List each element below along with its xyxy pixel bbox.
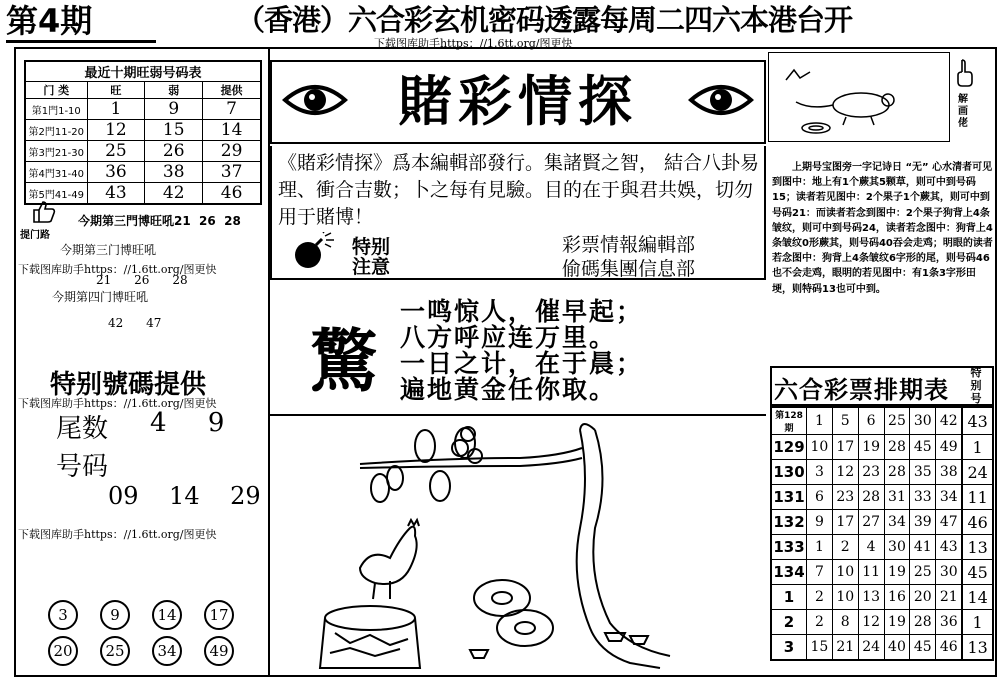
schedule-number: 2 [807, 585, 833, 610]
schedule-number: 28 [858, 485, 884, 510]
schedule-number: 34 [936, 485, 963, 510]
number-ball: 49 [204, 636, 234, 666]
freq-cell: 36 [87, 162, 145, 183]
freq-cell: 26 [145, 141, 203, 162]
attention-line-2: 注意 [352, 256, 391, 278]
schedule-row [771, 510, 993, 535]
schedule-period: 134 [771, 560, 807, 585]
tip-label: 提门路 [20, 230, 50, 241]
schedule-period: 132 [771, 510, 807, 535]
freq-cell: 15 [145, 120, 203, 141]
schedule-title-box [770, 366, 994, 406]
schedule-row [771, 560, 993, 585]
schedule-period: 131 [771, 485, 807, 510]
schedule-number: 30 [910, 407, 936, 435]
freq-row [25, 141, 261, 162]
schedule-row [771, 635, 993, 661]
col-header: 门 类 [25, 82, 87, 99]
schedule-number: 21 [936, 585, 963, 610]
schedule-number: 13 [858, 585, 884, 610]
attention-line-1: 特别 [352, 236, 391, 258]
issue-number: 第4期 [6, 2, 156, 43]
freq-cell: 37 [203, 162, 261, 183]
schedule-number: 2 [807, 610, 833, 635]
schedule-number: 39 [910, 510, 936, 535]
freq-row [25, 162, 261, 183]
schedule-number: 2 [832, 535, 858, 560]
schedule-number: 28 [884, 435, 910, 460]
schedule-row [771, 435, 993, 460]
freq-cell: 1 [87, 99, 145, 120]
schedule-number: 5 [832, 407, 858, 435]
number-ball: 25 [100, 636, 130, 666]
schedule-row [771, 485, 993, 510]
code-label: 号码 [56, 452, 109, 482]
puzzle-label: 解 画 佬 [958, 94, 968, 129]
schedule-period: 1 [771, 585, 807, 610]
note-numbers-2: 42 47 [108, 316, 162, 330]
note-line-1: 今期第三门博旺吼 [60, 243, 157, 257]
freq-row [25, 99, 261, 120]
schedule-period: 130 [771, 460, 807, 485]
note-numbers-1: 21 26 28 [96, 273, 188, 287]
schedule-number: 49 [936, 435, 963, 460]
schedule-number: 17 [832, 510, 858, 535]
schedule-number: 3 [807, 460, 833, 485]
schedule-row [771, 585, 993, 610]
banner-title: 賭彩情探 [398, 69, 638, 133]
schedule-number: 16 [884, 585, 910, 610]
col-header: 提供 [203, 82, 261, 99]
thumbs-up-icon [30, 198, 56, 224]
intro-text: 《賭彩情探》爲本編輯部發行。集諸賢之智， 結合八卦易理、衝合吉數；卜之每有見驗。目的在于與君共娛，切勿用于賭博！ [278, 152, 760, 228]
schedule-row [771, 610, 993, 635]
schedule-number: 20 [910, 585, 936, 610]
schedule-number: 47 [936, 510, 963, 535]
frequency-table-caption: 最近十期旺弱号码表 [25, 61, 261, 82]
schedule-period: 133 [771, 535, 807, 560]
schedule-row [771, 535, 993, 560]
freq-cell: 42 [145, 183, 203, 205]
schedule-number: 1 [807, 535, 833, 560]
poem-line: 遍地黄金任你取。 [400, 375, 617, 404]
schedule-number: 36 [936, 610, 963, 635]
freq-row-label: 第2門11-20 [25, 120, 87, 141]
schedule-number: 21 [832, 635, 858, 661]
tail-values: 4 9 [150, 408, 225, 438]
schedule-special-number: 13 [962, 635, 993, 661]
page-title: （香港）六合彩玄机密码透露每周二四六本港台开 [236, 3, 853, 37]
schedule-number: 12 [832, 460, 858, 485]
freq-cell: 14 [203, 120, 261, 141]
poem-line: 一鸣惊人，催早起； [400, 297, 644, 326]
schedule-number: 9 [807, 510, 833, 535]
schedule-period: 2 [771, 610, 807, 635]
schedule-period: 129 [771, 435, 807, 460]
tree-rooster-illustration [290, 418, 760, 676]
schedule-special-number: 11 [962, 485, 993, 510]
schedule-period: 第128期 [771, 407, 807, 435]
schedule-number: 27 [858, 510, 884, 535]
schedule-number: 31 [884, 485, 910, 510]
schedule-number: 4 [858, 535, 884, 560]
credit-line-2: 偷碼集團信息部 [562, 258, 696, 280]
freq-cell: 25 [87, 141, 145, 162]
schedule-number: 15 [807, 635, 833, 661]
number-ball: 20 [48, 636, 78, 666]
schedule-special-number: 46 [962, 510, 993, 535]
schedule-row [771, 460, 993, 485]
schedule-number: 11 [858, 560, 884, 585]
schedule-special-number: 1 [962, 435, 993, 460]
frequency-table [24, 60, 262, 205]
freq-cell: 29 [203, 141, 261, 162]
number-ball: 3 [48, 600, 78, 630]
eye-icon [282, 78, 348, 122]
schedule-number: 23 [858, 460, 884, 485]
schedule-number: 46 [936, 635, 963, 661]
poem-big-char: 驚 [310, 322, 379, 402]
schedule-number: 45 [910, 635, 936, 661]
schedule-number: 7 [807, 560, 833, 585]
freq-cell: 38 [145, 162, 203, 183]
schedule-side-label: 特别号 [970, 366, 982, 405]
schedule-number: 17 [832, 435, 858, 460]
schedule-number: 43 [936, 535, 963, 560]
freq-row [25, 120, 261, 141]
schedule-number: 19 [884, 610, 910, 635]
special-title: 特别號碼提供 [50, 370, 207, 400]
freq-row-label: 第3門21-30 [25, 141, 87, 162]
schedule-number: 23 [832, 485, 858, 510]
eye-icon [688, 78, 754, 122]
schedule-special-number: 43 [962, 407, 993, 435]
puzzle-text: 上期号宝图旁一字记诗日 “无” 心水清者可见到图中：地上有1个蕨其5颗草，则可中到号码15；读者若见图中：2个果子1个蕨其，则可中到号码21：而读者若念到图中：2个果子狗背上4条皱纹，则可中到号码24，读者若念图中：狗背上4条皱纹0形蕨其，则号码40吞会走鸡；明眼的读者若念图中：狗背上4条皱纹6字形的尾，则号码46也不会走鸡，眼明的若见图中：有1条3字形田埂，则特码13也可中到。 [772, 162, 993, 295]
schedule-number: 40 [884, 635, 910, 661]
freq-cell: 9 [145, 99, 203, 120]
schedule-special-number: 14 [962, 585, 993, 610]
freq-row-label: 第4門31-40 [25, 162, 87, 183]
schedule-number: 8 [832, 610, 858, 635]
freq-row [25, 183, 261, 205]
schedule-number: 28 [910, 610, 936, 635]
schedule-number: 35 [910, 460, 936, 485]
poem-line: 八方呼应连万里。 [400, 323, 617, 352]
number-ball: 14 [152, 600, 182, 630]
freq-cell: 12 [87, 120, 145, 141]
schedule-period: 3 [771, 635, 807, 661]
schedule-number: 38 [936, 460, 963, 485]
download-note: 下载图库助手https：//1.6tt.org/图更快 [18, 263, 217, 276]
schedule-number: 25 [884, 407, 910, 435]
schedule-number: 28 [884, 460, 910, 485]
schedule-number: 19 [858, 435, 884, 460]
number-ball: 17 [204, 600, 234, 630]
schedule-title: 六合彩票排期表 [774, 376, 949, 404]
freq-cell: 7 [203, 99, 261, 120]
schedule-number: 30 [884, 535, 910, 560]
rat-sketch [776, 60, 936, 140]
schedule-number: 42 [936, 407, 963, 435]
download-note: 下载图库助手https：//1.6tt.org/图更快 [374, 37, 573, 50]
schedule-number: 10 [832, 560, 858, 585]
schedule-number: 1 [807, 407, 833, 435]
schedule-special-number: 45 [962, 560, 993, 585]
schedule-number: 6 [807, 485, 833, 510]
schedule-row [771, 407, 993, 435]
credit-line-1: 彩票情報編輯部 [562, 234, 696, 256]
pointing-hand-icon [954, 58, 976, 88]
freq-row-label: 第1門1-10 [25, 99, 87, 120]
schedule-number: 45 [910, 435, 936, 460]
schedule-number: 19 [884, 560, 910, 585]
freq-cell: 46 [203, 183, 261, 205]
schedule-number: 12 [858, 610, 884, 635]
freq-cell: 43 [87, 183, 145, 205]
schedule-number: 33 [910, 485, 936, 510]
schedule-special-number: 1 [962, 610, 993, 635]
schedule-number: 10 [832, 585, 858, 610]
schedule-number: 41 [910, 535, 936, 560]
tip-text: 今期第三門博旺吼21 26 28 [78, 214, 241, 228]
number-ball: 9 [100, 600, 130, 630]
download-note: 下载图库助手https：//1.6tt.org/图更快 [18, 528, 217, 541]
schedule-special-number: 24 [962, 460, 993, 485]
schedule-number: 30 [936, 560, 963, 585]
tail-label: 尾数 [56, 414, 109, 444]
number-ball: 34 [152, 636, 182, 666]
schedule-number: 25 [910, 560, 936, 585]
schedule-number: 6 [858, 407, 884, 435]
note-line-2: 今期第四门博旺吼 [52, 290, 149, 304]
schedule-number: 34 [884, 510, 910, 535]
download-note: 下载图库助手https：//1.6tt.org/图更快 [18, 397, 217, 410]
code-values: 09 14 29 [108, 482, 261, 510]
schedule-special-number: 13 [962, 535, 993, 560]
col-header: 旺 [87, 82, 145, 99]
schedule-number: 10 [807, 435, 833, 460]
col-header: 弱 [145, 82, 203, 99]
bomb-icon [292, 232, 336, 270]
schedule-table [770, 406, 994, 661]
freq-row-label: 第5門41-49 [25, 183, 87, 205]
schedule-number: 24 [858, 635, 884, 661]
poem-line: 一日之计，在于晨； [400, 349, 644, 378]
